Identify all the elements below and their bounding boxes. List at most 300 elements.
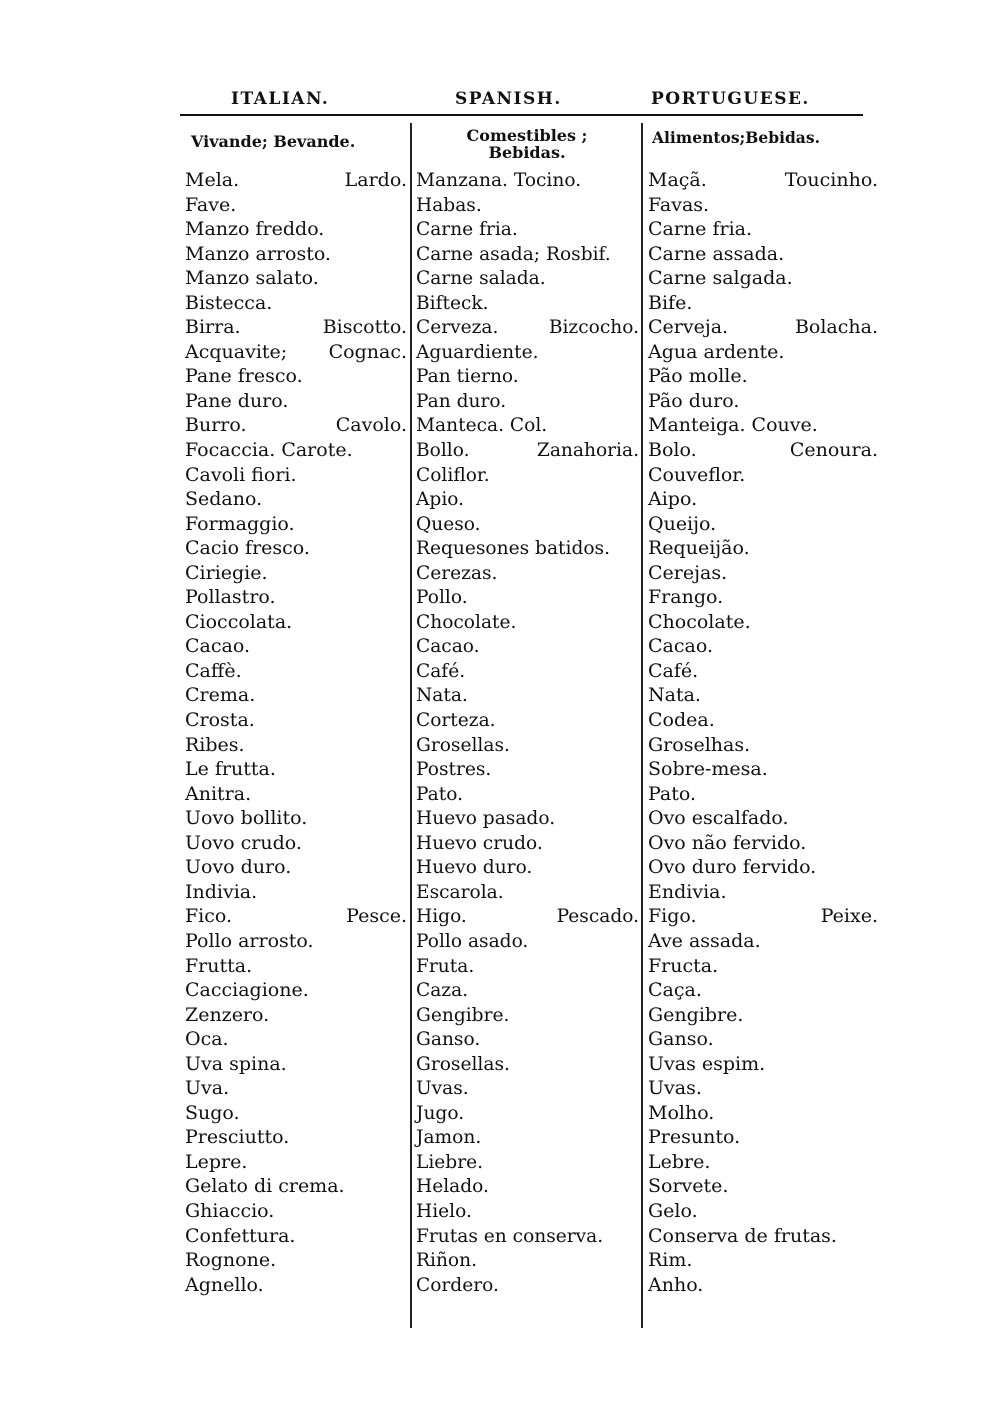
list-item bbox=[416, 1124, 639, 1149]
spanish-term: Pan duro. bbox=[416, 390, 507, 412]
list-item bbox=[648, 658, 878, 683]
portuguese-term: Bolo. bbox=[648, 439, 697, 462]
italian-term: Ribes. bbox=[185, 733, 245, 756]
portuguese-term: Endivia. bbox=[648, 880, 727, 903]
spanish-term: Cacao. bbox=[416, 636, 480, 658]
list-item bbox=[648, 1026, 878, 1051]
list-item bbox=[416, 1247, 639, 1272]
header-portuguese: PORTUGUESE. bbox=[651, 89, 810, 109]
list-item bbox=[185, 658, 407, 683]
portuguese-term: Sorvete. bbox=[648, 1175, 729, 1198]
spanish-term: Caza. bbox=[416, 980, 469, 1002]
portuguese-term: Conserva de frutas. bbox=[648, 1224, 837, 1247]
list-item bbox=[185, 977, 407, 1002]
list-item bbox=[185, 1223, 407, 1248]
spanish-term: Huevo crudo. bbox=[416, 832, 543, 854]
list-item bbox=[416, 1272, 639, 1297]
italian-term: Focaccia. Carote. bbox=[185, 439, 353, 462]
list-item bbox=[185, 1051, 407, 1076]
list-item bbox=[185, 830, 407, 855]
list-item bbox=[416, 953, 639, 978]
portuguese-term: Ovo duro fervido. bbox=[648, 856, 817, 879]
list-item bbox=[416, 167, 639, 192]
list-item bbox=[416, 363, 639, 388]
portuguese-term: Cerveja. bbox=[648, 316, 729, 339]
list-item bbox=[416, 265, 639, 290]
list-item bbox=[185, 903, 407, 928]
italian-term: Uva. bbox=[185, 1077, 230, 1100]
portuguese-term: Queijo. bbox=[648, 512, 717, 535]
list-item bbox=[185, 732, 407, 757]
list-item bbox=[185, 511, 407, 536]
portuguese-term: Ave assada. bbox=[648, 929, 761, 952]
list-item bbox=[185, 584, 407, 609]
list-item bbox=[648, 388, 878, 413]
italian-term: Le frutta. bbox=[185, 758, 276, 781]
spanish-term: Nata. bbox=[416, 685, 468, 707]
spanish-term: Hielo. bbox=[416, 1200, 472, 1222]
list-item bbox=[416, 1223, 639, 1248]
list-item bbox=[416, 192, 639, 217]
spanish-term: Fruta. bbox=[416, 955, 475, 977]
portuguese-term: Couveflor. bbox=[648, 463, 746, 486]
portuguese-term: Café. bbox=[648, 659, 699, 682]
italian-term: Manzo freddo. bbox=[185, 218, 325, 241]
italian-term: Agnello. bbox=[185, 1273, 264, 1296]
spanish-term: Manzana. Tocino. bbox=[416, 170, 582, 191]
spanish-term: Huevo pasado. bbox=[416, 808, 556, 830]
list-item bbox=[648, 511, 878, 536]
portuguese-term: Ovo escalfado. bbox=[648, 807, 789, 830]
italian-term: Manzo arrosto. bbox=[185, 242, 331, 265]
list-item bbox=[185, 805, 407, 830]
italian-term: Rognone. bbox=[185, 1249, 277, 1272]
list-item bbox=[648, 584, 878, 609]
list-item bbox=[648, 879, 878, 904]
list-item bbox=[185, 1173, 407, 1198]
list-item bbox=[648, 535, 878, 560]
list-item bbox=[416, 903, 639, 928]
spanish-term: Bollo. bbox=[416, 440, 470, 462]
list-item bbox=[648, 1124, 878, 1149]
list-item bbox=[185, 1026, 407, 1051]
list-item bbox=[185, 388, 407, 413]
spanish-term: Uvas. bbox=[416, 1078, 469, 1100]
list-item bbox=[185, 437, 407, 462]
portuguese-term: Sobre-mesa. bbox=[648, 758, 768, 781]
heading-portuguese: Alimentos;Bebidas. bbox=[652, 128, 820, 147]
italian-term: Lepre. bbox=[185, 1150, 248, 1173]
italian-term: Crema. bbox=[185, 684, 256, 707]
italian-term: Presciutto. bbox=[185, 1126, 290, 1149]
portuguese-term: Anho. bbox=[648, 1273, 704, 1296]
italian-term: Fico. bbox=[185, 905, 233, 928]
spanish-term: Pollo. bbox=[416, 587, 468, 609]
column-divider-2 bbox=[641, 123, 643, 1328]
italian-term: Birra. bbox=[185, 316, 241, 339]
list-item bbox=[648, 928, 878, 953]
italian-term: Cavoli fiori. bbox=[185, 463, 297, 486]
list-item bbox=[416, 658, 639, 683]
portuguese-term: Bolacha. bbox=[794, 316, 878, 339]
list-item bbox=[648, 1051, 878, 1076]
list-item bbox=[648, 1149, 878, 1174]
list-item bbox=[416, 412, 639, 437]
italian-term: Pane duro. bbox=[185, 389, 289, 412]
list-item bbox=[416, 854, 639, 879]
list-item bbox=[416, 1002, 639, 1027]
portuguese-term: Peixe. bbox=[820, 905, 878, 928]
italian-term: Mela. bbox=[185, 169, 240, 191]
list-item bbox=[185, 928, 407, 953]
list-item bbox=[185, 1247, 407, 1272]
list-item bbox=[185, 486, 407, 511]
portuguese-term: Fructa. bbox=[648, 954, 719, 977]
spanish-term: Pan tierno. bbox=[416, 366, 519, 388]
list-item bbox=[416, 928, 639, 953]
list-item bbox=[416, 1075, 639, 1100]
list-item bbox=[648, 1173, 878, 1198]
portuguese-term: Carne fria. bbox=[648, 218, 753, 241]
spanish-term: Huevo duro. bbox=[416, 857, 533, 879]
portuguese-term: Requeijão. bbox=[648, 537, 750, 560]
spanish-term: Cerveza. bbox=[416, 317, 499, 339]
italian-term: Confettura. bbox=[185, 1224, 296, 1247]
italian-term: Zenzero. bbox=[185, 1003, 270, 1026]
italian-term: Cacio fresco. bbox=[185, 537, 310, 560]
portuguese-term: Caça. bbox=[648, 979, 702, 1002]
list-item bbox=[648, 1002, 878, 1027]
list-item bbox=[648, 412, 878, 437]
column-portuguese bbox=[648, 167, 878, 1296]
portuguese-term: Uvas. bbox=[648, 1077, 702, 1100]
portuguese-term: Agua ardente. bbox=[648, 340, 785, 363]
portuguese-term: Carne assada. bbox=[648, 242, 785, 265]
list-item bbox=[185, 854, 407, 879]
list-item bbox=[648, 854, 878, 879]
spanish-term: Frutas en conserva. bbox=[416, 1225, 604, 1247]
spanish-term: Pollo asado. bbox=[416, 930, 529, 952]
spanish-term: Postres. bbox=[416, 759, 492, 781]
spanish-term: Manteca. Col. bbox=[416, 415, 548, 437]
list-item bbox=[648, 1198, 878, 1223]
spanish-term: Liebre. bbox=[416, 1151, 484, 1173]
portuguese-term: Manteiga. Couve. bbox=[648, 414, 818, 437]
list-item bbox=[185, 953, 407, 978]
list-item bbox=[648, 1247, 878, 1272]
list-item bbox=[416, 560, 639, 585]
spanish-term: Corteza. bbox=[416, 710, 496, 732]
list-item bbox=[185, 1149, 407, 1174]
portuguese-term: Toucinho. bbox=[784, 169, 878, 191]
italian-term: Uva spina. bbox=[185, 1052, 287, 1075]
list-item bbox=[416, 511, 639, 536]
portuguese-term: Figo. bbox=[648, 905, 697, 928]
list-item bbox=[648, 241, 878, 266]
italian-term: Uovo crudo. bbox=[185, 831, 302, 854]
list-item bbox=[648, 486, 878, 511]
spanish-term: Jamon. bbox=[416, 1127, 482, 1149]
portuguese-term: Pão duro. bbox=[648, 389, 740, 412]
italian-term: Cavolo. bbox=[335, 414, 407, 437]
list-item bbox=[416, 781, 639, 806]
list-item bbox=[185, 1002, 407, 1027]
portuguese-term: Cerejas. bbox=[648, 561, 728, 584]
list-item bbox=[185, 290, 407, 315]
list-item bbox=[416, 805, 639, 830]
spanish-term: Jugo. bbox=[416, 1102, 465, 1124]
heading-spanish-line-2: Bebidas. bbox=[488, 143, 566, 162]
italian-term: Ghiaccio. bbox=[185, 1199, 275, 1222]
list-item bbox=[185, 1124, 407, 1149]
italian-term: Oca. bbox=[185, 1028, 229, 1051]
spanish-term: Chocolate. bbox=[416, 611, 517, 633]
list-item bbox=[416, 314, 639, 339]
italian-term: Cognac. bbox=[328, 340, 407, 363]
spanish-term: Café. bbox=[416, 660, 466, 682]
list-item bbox=[416, 388, 639, 413]
list-item bbox=[416, 732, 639, 757]
header-spanish: SPANISH. bbox=[455, 89, 562, 109]
spanish-term: Requesones batidos. bbox=[416, 538, 611, 560]
portuguese-term: Pato. bbox=[648, 782, 697, 805]
list-item bbox=[185, 682, 407, 707]
italian-term: Pollastro. bbox=[185, 586, 276, 609]
list-item bbox=[416, 756, 639, 781]
list-item bbox=[648, 1223, 878, 1248]
spanish-term: Zanahoria. bbox=[536, 440, 639, 462]
list-item bbox=[416, 1100, 639, 1125]
list-item bbox=[416, 1198, 639, 1223]
list-item bbox=[648, 290, 878, 315]
list-item bbox=[416, 1173, 639, 1198]
portuguese-term: Presunto. bbox=[648, 1126, 741, 1149]
portuguese-term: Maçã. bbox=[648, 169, 707, 191]
list-item bbox=[648, 560, 878, 585]
list-item bbox=[648, 682, 878, 707]
header-italian: ITALIAN. bbox=[231, 89, 330, 109]
italian-term: Ciriegie. bbox=[185, 561, 268, 584]
italian-term: Caffè. bbox=[185, 659, 242, 682]
list-item bbox=[648, 339, 878, 364]
list-item bbox=[416, 535, 639, 560]
list-item bbox=[185, 167, 407, 192]
spanish-term: Aguardiente. bbox=[416, 341, 539, 363]
spanish-term: Cordero. bbox=[416, 1274, 499, 1296]
list-item bbox=[185, 241, 407, 266]
spanish-term: Apio. bbox=[416, 489, 465, 511]
list-item bbox=[416, 879, 639, 904]
spanish-term: Pescado. bbox=[556, 906, 639, 928]
list-item bbox=[648, 314, 878, 339]
list-item bbox=[185, 216, 407, 241]
portuguese-term: Rim. bbox=[648, 1249, 693, 1272]
spanish-term: Bifteck. bbox=[416, 292, 489, 314]
spanish-term: Grosellas. bbox=[416, 1053, 510, 1075]
italian-term: Manzo salato. bbox=[185, 267, 319, 290]
spanish-term: Queso. bbox=[416, 513, 481, 535]
portuguese-term: Molho. bbox=[648, 1101, 715, 1124]
list-item bbox=[416, 830, 639, 855]
portuguese-term: Favas. bbox=[648, 193, 710, 216]
list-item bbox=[185, 560, 407, 585]
italian-term: Cacao. bbox=[185, 635, 250, 658]
list-item bbox=[648, 1272, 878, 1297]
italian-term: Burro. bbox=[185, 414, 247, 437]
italian-term: Biscotto. bbox=[322, 316, 407, 339]
spanish-term: Higo. bbox=[416, 906, 467, 928]
list-item bbox=[416, 633, 639, 658]
italian-term: Uovo duro. bbox=[185, 856, 292, 879]
list-item bbox=[648, 903, 878, 928]
list-item bbox=[648, 462, 878, 487]
list-item bbox=[185, 879, 407, 904]
list-item bbox=[185, 707, 407, 732]
list-item bbox=[416, 584, 639, 609]
portuguese-term: Ovo não fervido. bbox=[648, 831, 807, 854]
list-item bbox=[185, 412, 407, 437]
list-item bbox=[185, 756, 407, 781]
italian-term: Uovo bollito. bbox=[185, 807, 308, 830]
list-item bbox=[416, 462, 639, 487]
list-item bbox=[648, 1075, 878, 1100]
list-item bbox=[185, 1075, 407, 1100]
list-item bbox=[185, 314, 407, 339]
italian-term: Frutta. bbox=[185, 954, 253, 977]
list-item bbox=[185, 609, 407, 634]
header-rule bbox=[180, 114, 863, 116]
italian-term: Cacciagione. bbox=[185, 979, 309, 1002]
spanish-term: Carne salada. bbox=[416, 268, 546, 290]
list-item bbox=[185, 192, 407, 217]
italian-term: Sedano. bbox=[185, 488, 263, 511]
spanish-term: Riñon. bbox=[416, 1250, 478, 1272]
spanish-term: Cerezas. bbox=[416, 562, 498, 584]
portuguese-term: Aipo. bbox=[648, 488, 698, 511]
spanish-term: Coliflor. bbox=[416, 464, 490, 486]
list-item bbox=[416, 437, 639, 462]
list-item bbox=[416, 707, 639, 732]
list-item bbox=[416, 1026, 639, 1051]
italian-term: Fave. bbox=[185, 193, 237, 216]
list-item bbox=[185, 633, 407, 658]
list-item bbox=[648, 830, 878, 855]
list-item bbox=[648, 1100, 878, 1125]
spanish-term: Ganso. bbox=[416, 1029, 481, 1051]
list-item bbox=[648, 216, 878, 241]
spanish-term: Gengibre. bbox=[416, 1004, 510, 1026]
list-item bbox=[648, 781, 878, 806]
list-item bbox=[648, 167, 878, 192]
italian-term: Bistecca. bbox=[185, 291, 273, 314]
list-item bbox=[648, 363, 878, 388]
list-item bbox=[416, 977, 639, 1002]
spanish-term: Habas. bbox=[416, 194, 482, 216]
list-item bbox=[648, 977, 878, 1002]
portuguese-term: Ganso. bbox=[648, 1028, 714, 1051]
list-item bbox=[416, 216, 639, 241]
spanish-term: Carne asada; Rosbif. bbox=[416, 243, 611, 265]
list-item bbox=[416, 682, 639, 707]
list-item bbox=[648, 707, 878, 732]
portuguese-term: Gelo. bbox=[648, 1199, 698, 1222]
list-item bbox=[416, 290, 639, 315]
portuguese-term: Cenoura. bbox=[789, 439, 878, 462]
list-item bbox=[185, 265, 407, 290]
italian-term: Cioccolata. bbox=[185, 610, 293, 633]
italian-term: Acquavite; bbox=[185, 340, 288, 363]
list-item bbox=[648, 437, 878, 462]
heading-spanish bbox=[416, 127, 638, 161]
list-item bbox=[416, 609, 639, 634]
portuguese-term: Frango. bbox=[648, 586, 724, 609]
list-item bbox=[416, 486, 639, 511]
portuguese-term: Lebre. bbox=[648, 1150, 711, 1173]
spanish-term: Carne fria. bbox=[416, 219, 518, 241]
italian-term: Crosta. bbox=[185, 709, 255, 732]
list-item bbox=[416, 339, 639, 364]
italian-term: Anitra. bbox=[185, 782, 252, 805]
italian-term: Gelato di crema. bbox=[185, 1175, 345, 1198]
portuguese-term: Gengibre. bbox=[648, 1003, 744, 1026]
list-item bbox=[648, 756, 878, 781]
list-item bbox=[185, 535, 407, 560]
list-item bbox=[648, 265, 878, 290]
portuguese-term: Cacao. bbox=[648, 635, 713, 658]
italian-term: Indivia. bbox=[185, 880, 258, 903]
list-item bbox=[648, 609, 878, 634]
italian-term: Pesce. bbox=[346, 905, 407, 928]
italian-term: Pane fresco. bbox=[185, 365, 303, 388]
italian-term: Lardo. bbox=[344, 169, 407, 191]
list-item bbox=[416, 1051, 639, 1076]
spanish-term: Pato. bbox=[416, 783, 464, 805]
column-spanish bbox=[416, 167, 639, 1296]
list-item bbox=[648, 953, 878, 978]
spanish-term: Escarola. bbox=[416, 881, 504, 903]
portuguese-term: Pão molle. bbox=[648, 365, 748, 388]
list-item bbox=[648, 192, 878, 217]
heading-italian: Vivande; Bevande. bbox=[191, 132, 356, 151]
list-item bbox=[185, 781, 407, 806]
portuguese-term: Carne salgada. bbox=[648, 267, 793, 290]
list-item bbox=[648, 732, 878, 757]
list-item bbox=[185, 339, 407, 364]
spanish-term: Grosellas. bbox=[416, 734, 510, 756]
heading-spanish-line-1: Comestibles ; bbox=[466, 126, 588, 145]
spanish-term: Bizcocho. bbox=[548, 317, 639, 339]
list-item bbox=[416, 1149, 639, 1174]
portuguese-term: Chocolate. bbox=[648, 610, 751, 633]
italian-term: Formaggio. bbox=[185, 512, 295, 535]
portuguese-term: Codea. bbox=[648, 709, 715, 732]
list-item bbox=[648, 633, 878, 658]
italian-term: Pollo arrosto. bbox=[185, 929, 314, 952]
column-italian bbox=[185, 167, 407, 1296]
list-item bbox=[185, 462, 407, 487]
list-item bbox=[185, 363, 407, 388]
spanish-term: Helado. bbox=[416, 1176, 489, 1198]
portuguese-term: Nata. bbox=[648, 684, 701, 707]
portuguese-term: Uvas espim. bbox=[648, 1052, 766, 1075]
list-item bbox=[185, 1272, 407, 1297]
list-item bbox=[185, 1198, 407, 1223]
italian-term: Sugo. bbox=[185, 1101, 240, 1124]
portuguese-term: Bife. bbox=[648, 291, 693, 314]
list-item bbox=[648, 805, 878, 830]
list-item bbox=[185, 1100, 407, 1125]
list-item bbox=[416, 241, 639, 266]
